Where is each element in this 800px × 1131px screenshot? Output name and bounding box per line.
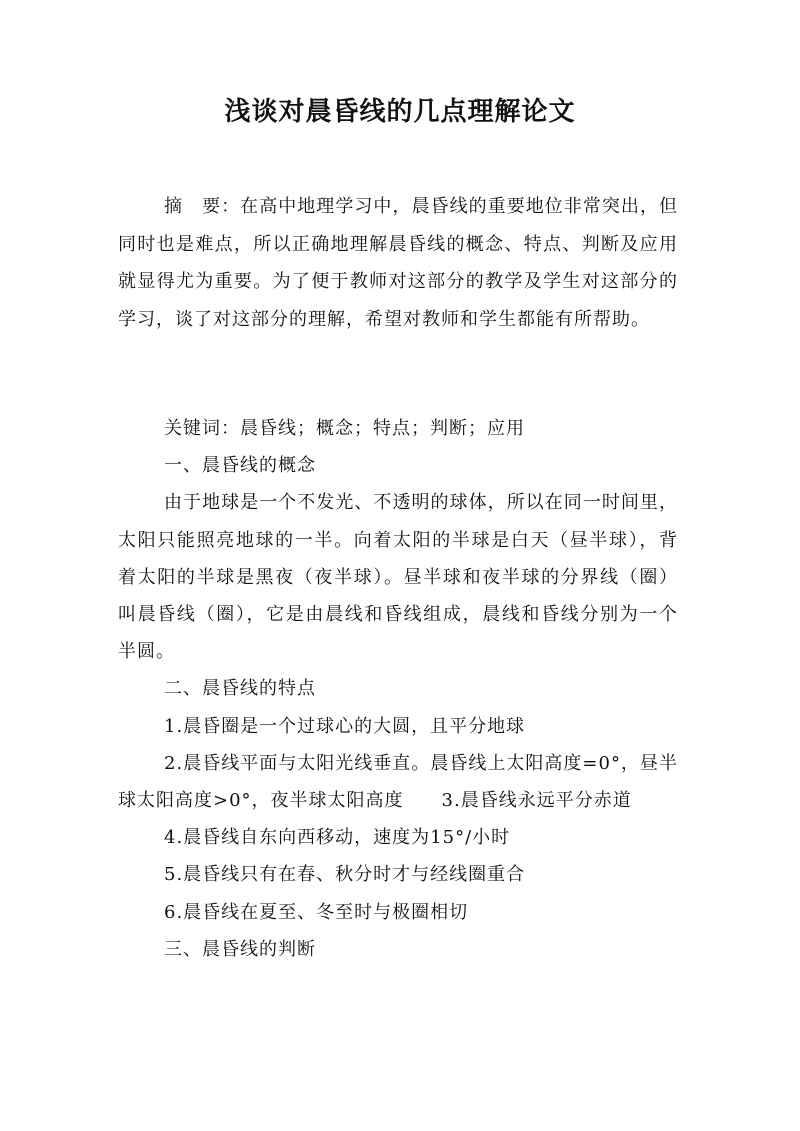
section-heading-concept: 一、晨昏线的概念 xyxy=(164,455,316,477)
section-heading-features: 二、晨昏线的特点 xyxy=(164,678,316,700)
section-heading-judgement: 三、晨昏线的判断 xyxy=(164,938,316,960)
feature-item-6: 6.晨昏线在夏至、冬至时与极圈相切 xyxy=(164,901,469,923)
feature-item-2: 2.晨昏线平面与太阳光线垂直。晨昏线上太阳高度=0°，昼半球太阳高度>0°，夜半球太阳高度 3.晨昏线永远平分赤道 xyxy=(118,752,678,812)
abstract-paragraph: 摘 要：在高中地理学习中，晨昏线的重要地位非常突出，但同时也是难点，所以正确地理解晨昏线的概念、特点、判断及应用就显得尤为重要。为了便于教师对这部分的教学及学生对这部分的学习，谈了对这部分的理解，希望对教师和学生都能有所帮助。 xyxy=(118,196,678,330)
feature-item-1: 1.晨昏圈是一个过球心的大圆，且平分地球 xyxy=(164,715,526,737)
document-body xyxy=(118,410,678,968)
feature-item-4: 4.晨昏线自东向西移动，速度为15°/小时 xyxy=(164,827,511,849)
keywords-line: 关键词：晨昏线；概念；特点；判断；应用 xyxy=(164,418,525,439)
concept-paragraph: 由于地球是一个不发光、不透明的球体，所以在同一时间里，太阳只能照亮地球的一半。向着太阳的半球是白天（昼半球），背着太阳的半球是黑夜（夜半球）。昼半球和夜半球的分界线（圈）叫晨昏线（圈），它是由晨线和昏线组成，晨线和昏线分别为一个半圆。 xyxy=(118,492,678,663)
document-title: 浅谈对晨昏线的几点理解论文 xyxy=(224,97,576,127)
feature-item-5: 5.晨昏线只有在春、秋分时才与经线圈重合 xyxy=(164,864,526,886)
